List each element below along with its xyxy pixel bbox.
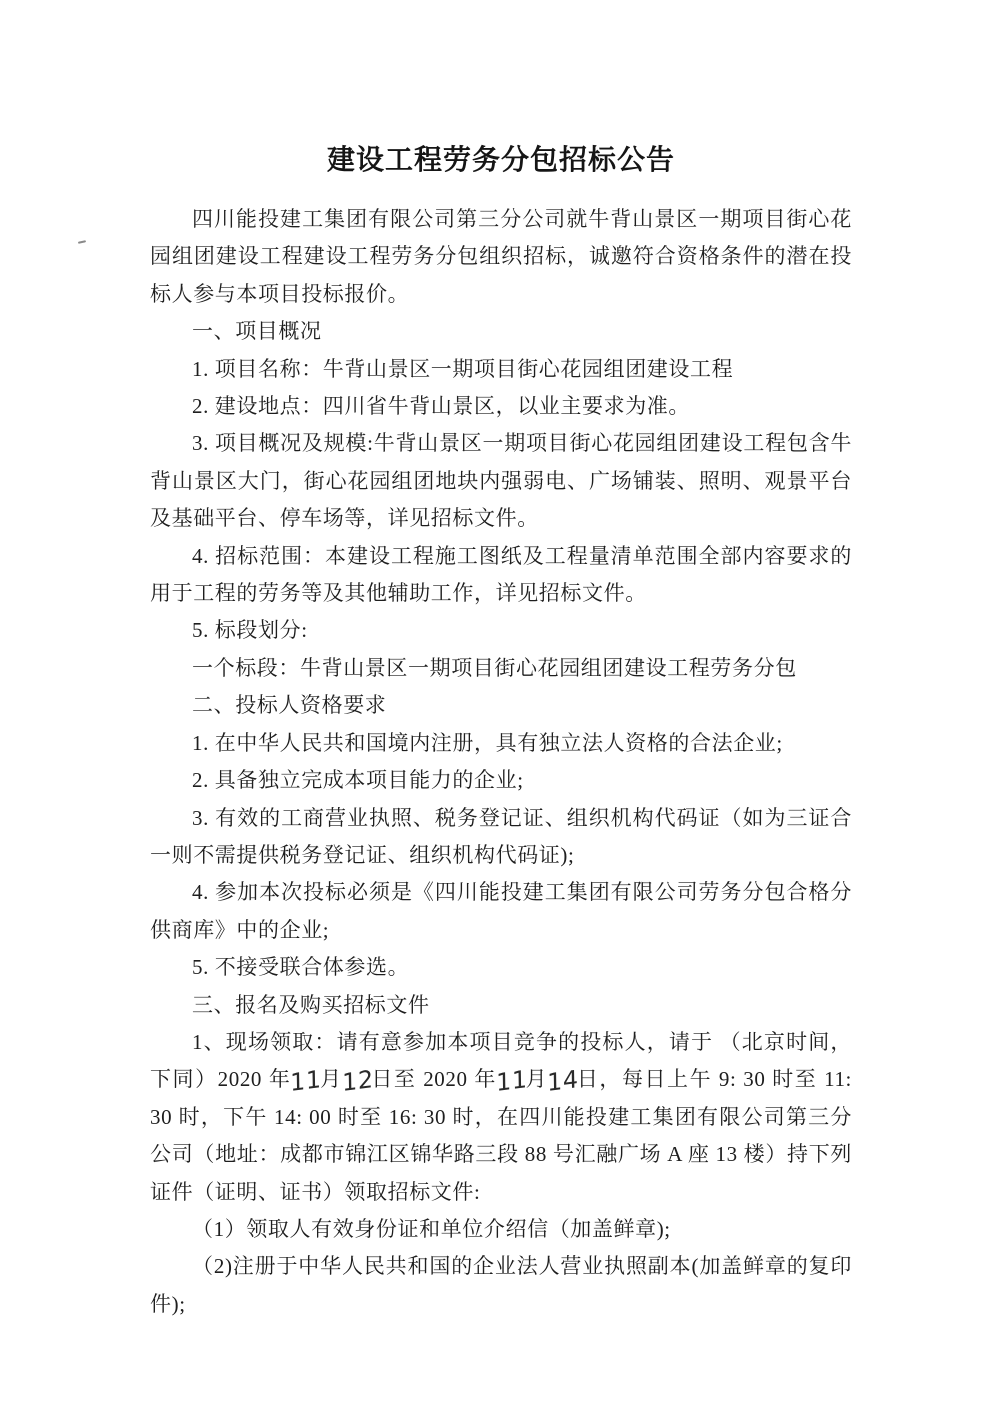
document-title: 建设工程劳务分包招标公告 [326,143,675,176]
paragraph-text: 日，每日上午 9: 30 时至 11: 30 时，下午 14: 00 时至 16: 30 时，在四川能投建工集团有限公司第三分公司（地址：成都市锦江区锦华路三段 88 号汇融广场 A 座 13 楼）持下列证件（证明、证书）领取招标文件: [150,1067,852,1204]
paragraph: 4. 招标范围：本建设工程施工图纸及工程量清单范围全部内容要求的用于工程的劳务等及其他辅助工作，详见招标文件。 [150,543,852,606]
paragraph: 3. 有效的工商营业执照、税务登记证、组织机构代码证（如为三证合一则不需提供税务登记证、组织机构代码证); [150,805,852,867]
paragraph: 二、投标人资格要求 [192,693,387,718]
paragraph-text: 1、现场领取：请有意参加本项目竞争的投标人，请于 （北京时间，下同）2020 年 [150,1029,852,1092]
paragraph: 5. 不接受联合体参选。 [192,955,410,980]
paragraph-text: 月 [319,1067,343,1092]
handwritten-date-number: 11 [290,1065,323,1098]
paragraph [150,1024,852,1211]
paragraph: 一、项目概况 [192,319,322,344]
scan-artifact-mark [78,240,86,244]
paragraph: （2)注册于中华人民共和国的企业法人营业执照副本(加盖鲜章的复印件); [150,1254,852,1316]
paragraph: 4. 参加本次投标必须是《四川能投建工集团有限公司劳务分包合格分供商库》中的企业; [150,880,852,942]
paragraph: 1. 项目名称：牛背山景区一期项目街心花园组团建设工程 [192,356,734,381]
paragraph: 三、报名及购买招标文件 [192,992,430,1017]
handwritten-date-number: 12 [341,1065,374,1098]
paragraph: 1. 在中华人民共和国境内注册，具有独立法人资格的合法企业; [192,730,783,755]
paragraph: 一个标段：牛背山景区一期项目街心花园组团建设工程劳务分包 [192,655,797,680]
paragraph: 3. 项目概况及规模:牛背山景区一期项目街心花园组团建设工程包含牛背山景区大门，街心花园组团地块内强弱电、广场铺装、照明、观景平台及基础平台、停车场等，详见招标文件。 [150,431,852,531]
paragraph: （1）领取人有效身份证和单位介绍信（加盖鲜章); [192,1216,671,1241]
paragraph-text: 日至 2020 年 [370,1067,497,1092]
handwritten-date-number: 11 [495,1065,528,1098]
document-body [150,201,852,1323]
paragraph: 2. 建设地点：四川省牛背山景区，以业主要求为准。 [192,394,690,419]
paragraph-text: 月 [524,1067,549,1092]
paragraph: 5. 标段划分: [192,618,308,643]
paragraph: 2. 具备独立完成本项目能力的企业; [192,768,524,793]
paragraph: 四川能投建工集团有限公司第三分公司就牛背山景区一期项目街心花园组团建设工程建设工程劳务分包组织招标，诚邀符合资格条件的潜在投标人参与本项目投标报价。 [150,207,852,306]
handwritten-date-number: 14 [547,1065,580,1098]
